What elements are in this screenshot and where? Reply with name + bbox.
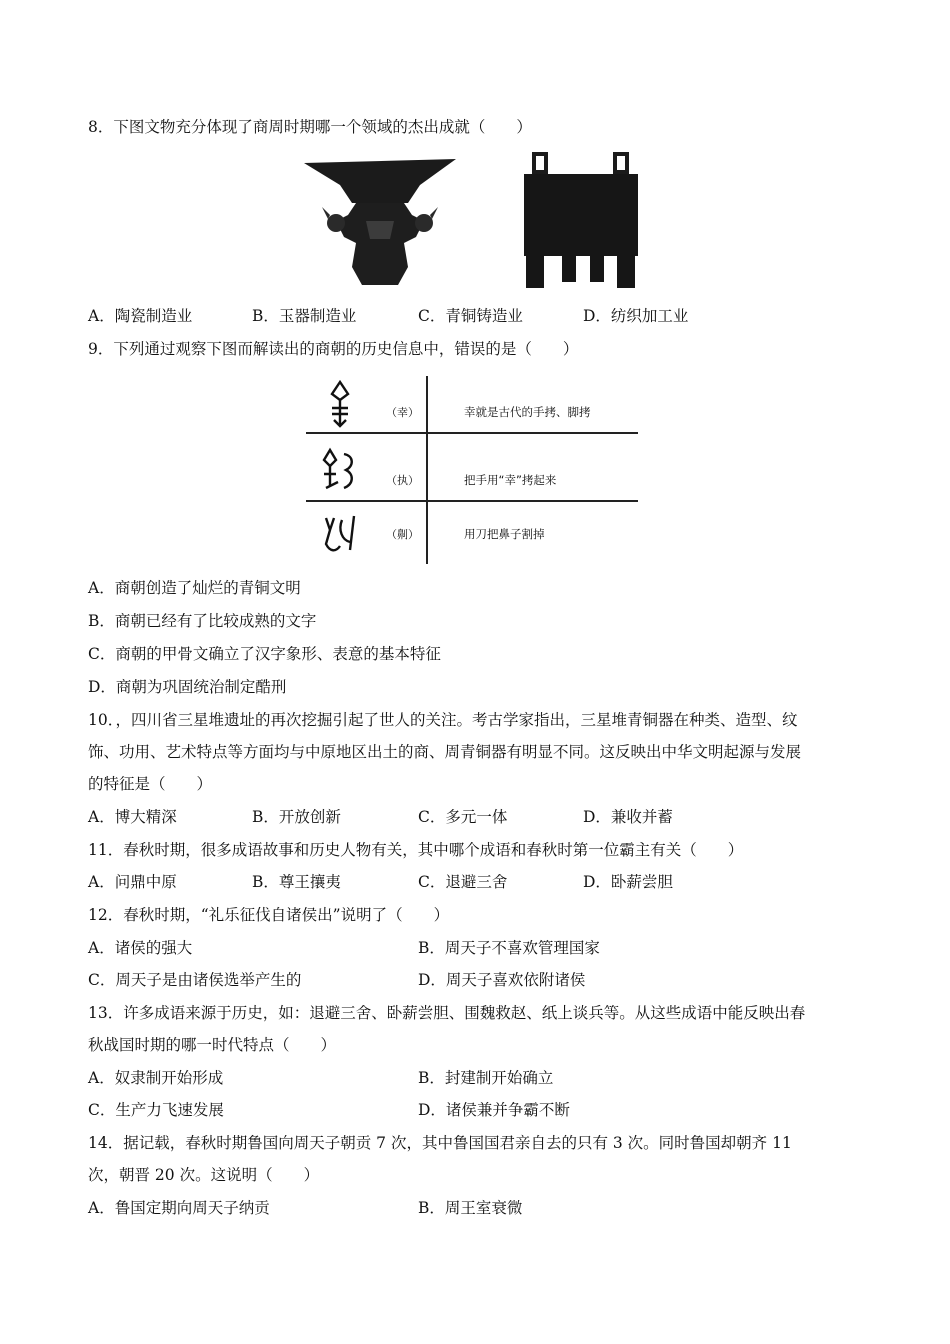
q11-option-b[interactable]: B．尊王攘夷 bbox=[252, 873, 341, 891]
oracle-char-zhi: （执） bbox=[386, 474, 419, 487]
q9-option-a[interactable]: A．商朝创造了灿烂的青铜文明 bbox=[88, 579, 301, 597]
q13-stem-line1: 13．许多成语来源于历史，如：退避三舍、卧薪尝胆、围魏救赵、纸上谈兵等。从这些成语中能反映出春 bbox=[88, 1004, 806, 1022]
q10-option-d[interactable]: D．兼收并蓄 bbox=[583, 808, 673, 826]
q10-stem-line2: 饰、功用、艺术特点等方面均与中原地区出土的商、周青铜器有明显不同。这反映出中华文明起源与发展 bbox=[88, 743, 802, 761]
q11-option-c[interactable]: C．退避三舍 bbox=[418, 873, 508, 891]
q12-stem: 12．春秋时期，“礼乐征伐自诸侯出”说明了（ ） bbox=[88, 906, 450, 924]
q14-stem-line2: 次，朝晋 20 次。这说明（ ） bbox=[88, 1166, 320, 1184]
q8-option-a[interactable]: A．陶瓷制造业 bbox=[88, 307, 193, 325]
bronze-zun-image bbox=[300, 155, 460, 290]
q8-option-b[interactable]: B．玉器制造业 bbox=[252, 307, 357, 325]
q12-option-a[interactable]: A．诸侯的强大 bbox=[88, 939, 193, 957]
q10-option-a[interactable]: A．博大精深 bbox=[88, 808, 177, 826]
q9-stem: 9．下列通过观察下图而解读出的商朝的历史信息中，错误的是（ ） bbox=[88, 340, 579, 358]
q8-stem: 8．下图文物充分体现了商周时期哪一个领域的杰出成就（ ） bbox=[88, 118, 532, 136]
q14-option-a[interactable]: A．鲁国定期向周天子纳贡 bbox=[88, 1199, 270, 1217]
oracle-char-yi: （劓） bbox=[386, 528, 419, 541]
q13-option-c[interactable]: C．生产力飞速发展 bbox=[88, 1101, 224, 1119]
oracle-meaning-yi: 用刀把鼻子割掉 bbox=[464, 527, 545, 541]
oracle-meaning-zhi: 把手用“幸”拷起来 bbox=[464, 473, 557, 487]
q13-option-d[interactable]: D．诸侯兼并争霸不断 bbox=[418, 1101, 570, 1119]
q14-stem-line1: 14．据记载，春秋时期鲁国向周天子朝贡 7 次，其中鲁国国君亲自去的只有 3 次。同时鲁国却朝齐 11 bbox=[88, 1134, 792, 1152]
oracle-char-xing: （幸） bbox=[386, 406, 419, 419]
oracle-glyph-zhi-icon bbox=[320, 444, 360, 492]
q12-option-d[interactable]: D．周天子喜欢依附诸侯 bbox=[418, 971, 586, 989]
q14-option-b[interactable]: B．周王室衰微 bbox=[418, 1199, 523, 1217]
q10-option-c[interactable]: C．多元一体 bbox=[418, 808, 508, 826]
oracle-glyph-yi-icon bbox=[320, 510, 360, 558]
q13-option-b[interactable]: B．封建制开始确立 bbox=[418, 1069, 554, 1087]
q12-option-b[interactable]: B．周天子不喜欢管理国家 bbox=[418, 939, 600, 957]
q11-stem: 11．春秋时期，很多成语故事和历史人物有关，其中哪个成语和春秋时第一位霸主有关（ ） bbox=[88, 841, 744, 859]
q10-stem-line1: 10．，四川省三星堆遗址的再次挖掘引起了世人的关注。考古学家指出，三星堆青铜器在种类、造型、纹 bbox=[88, 711, 798, 729]
q10-stem-line3: 的特征是（ ） bbox=[88, 775, 213, 793]
q11-option-a[interactable]: A．问鼎中原 bbox=[88, 873, 177, 891]
q9-option-b[interactable]: B．商朝已经有了比较成熟的文字 bbox=[88, 612, 317, 630]
q8-option-c[interactable]: C．青铜铸造业 bbox=[418, 307, 523, 325]
oracle-glyph-xing-icon bbox=[320, 380, 360, 428]
q13-option-a[interactable]: A．奴隶制开始形成 bbox=[88, 1069, 224, 1087]
q13-stem-line2: 秋战国时期的哪一时代特点（ ） bbox=[88, 1036, 337, 1054]
q9-option-d[interactable]: D．商朝为巩固统治制定酷刑 bbox=[88, 678, 287, 696]
oracle-meaning-xing: 幸就是古代的手拷、脚拷 bbox=[464, 405, 591, 419]
q11-option-d[interactable]: D．卧薪尝胆 bbox=[583, 873, 673, 891]
oracle-bone-table bbox=[306, 376, 638, 564]
bronze-ding-image bbox=[518, 148, 643, 290]
q10-option-b[interactable]: B．开放创新 bbox=[252, 808, 341, 826]
q12-option-c[interactable]: C．周天子是由诸侯选举产生的 bbox=[88, 971, 302, 989]
q9-option-c[interactable]: C．商朝的甲骨文确立了汉字象形、表意的基本特征 bbox=[88, 645, 441, 663]
q8-option-d[interactable]: D．纺织加工业 bbox=[583, 307, 689, 325]
